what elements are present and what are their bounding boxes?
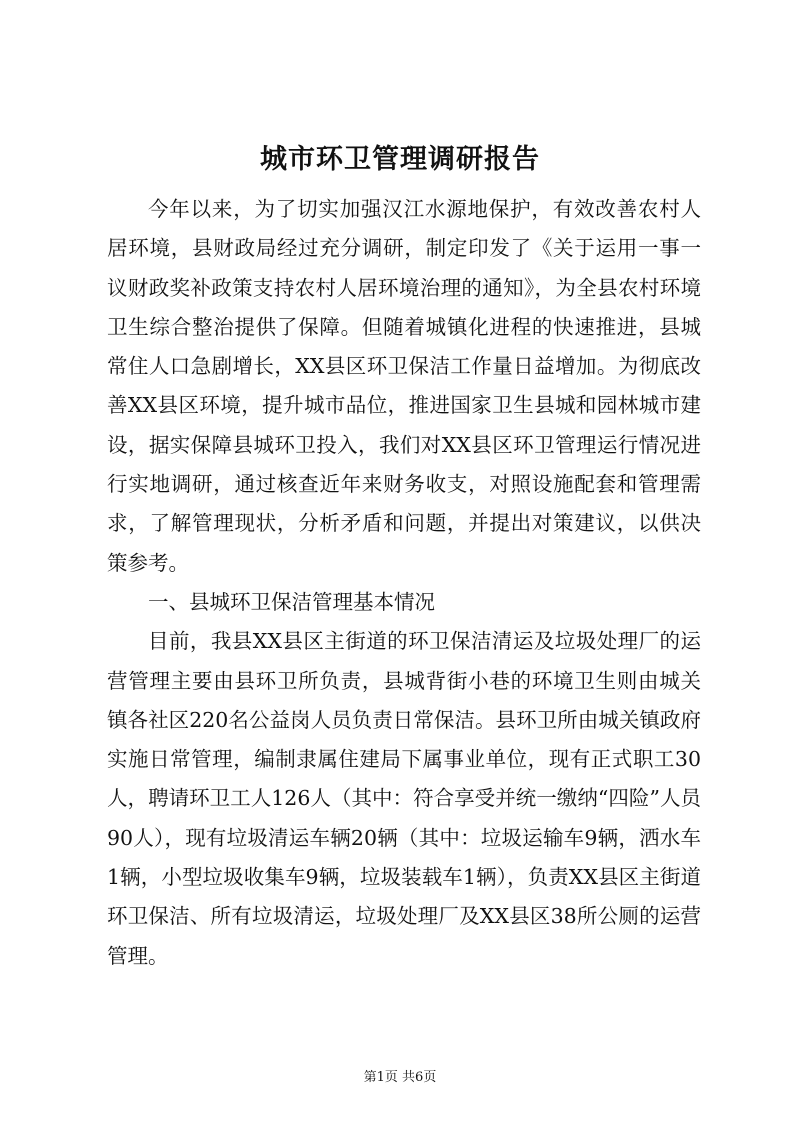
intro-paragraph: 今年以来，为了切实加强汉江水源地保护，有效改善农村人居环境，县财政局经过充分调研，制定印发了《关于运用一事一议财政奖补政策支持农村人居环境治理的通知》，为全县农村环境卫生综合整治提供了保障。但随着城镇化进程的快速推进，县城常住人口急剧增长，XX县区环卫保洁工作量日益增加。为彻底改善XX县区环境，提升城市品位，推进国家卫生县城和园林城市建设，据实保障县城环卫投入，我们对XX县区环卫管理运行情况进行实地调研，通过核查近年来财务收支，对照设施配套和管理需求，了解管理现状，分析矛盾和问题，并提出对策建议，以供决策参考。 — [107, 197, 701, 575]
document-body — [107, 190, 701, 976]
page-footer: 第1页 共6页 — [363, 1070, 437, 1085]
section-heading: 一、县城环卫保洁管理基本情况 — [148, 589, 435, 614]
document-title: 城市环卫管理调研报告 — [260, 144, 540, 175]
section-paragraph: 目前，我县XX县区主街道的环卫保洁清运及垃圾处理厂的运营管理主要由县环卫所负责，县城背街小巷的环境卫生则由城关镇各社区220名公益岗人员负责日常保洁。县环卫所由城关镇政府实施日常管理，编制隶属住建局下属事业单位，现有正式职工30人，聘请环卫工人126人（其中：符合享受并统一缴纳“四险”人员90人），现有垃圾清运车辆20辆（其中：垃圾运输车9辆，洒水车1辆，小型垃圾收集车9辆，垃圾装载车1辆），负责XX县区主街道环卫保洁、所有垃圾清运，垃圾处理厂及XX县区38所公厕的运营管理。 — [107, 629, 701, 968]
